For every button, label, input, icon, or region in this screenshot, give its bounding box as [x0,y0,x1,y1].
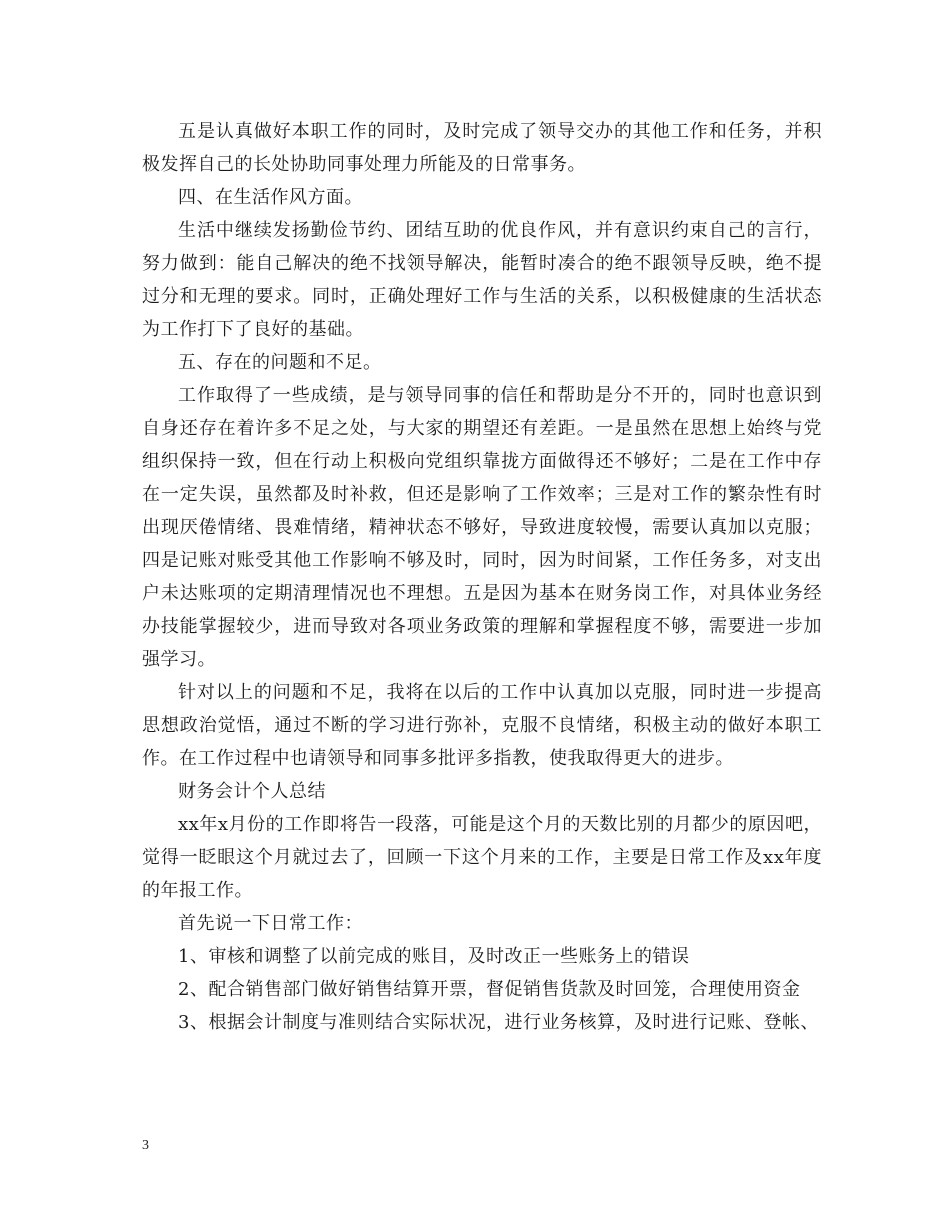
section-title-finance-summary: 财务会计个人总结 [178,781,326,802]
paragraph-improvement: 针对以上的问题和不足，我将在以后的工作中认真加以克服，同时进一步提高思想政治觉悟，通过不断的学习进行弥补，克服不良情绪，积极主动的做好本职工作。在工作过程中也请领导和同事多批评多指教，使我取得更大的进步。 [142,682,822,769]
section-heading-problems: 五、存在的问题和不足。 [178,352,382,373]
paragraph-daily-work-heading: 首先说一下日常工作： [178,913,363,934]
document-body [142,115,822,1039]
section-heading-lifestyle: 四、在生活作风方面。 [178,187,363,208]
paragraph-problems: 工作取得了一些成绩，是与领导同事的信任和帮助是分不开的，同时也意识到自身还存在着许多不足之处，与大家的期望还有差距。一是虽然在思想上始终与党组织保持一致，但在行动上积极向党组织靠拢方面做得还不够好；二是在工作中存在一定失误，虽然都及时补救，但还是影响了工作效率；三是对工作的繁杂性有时出现厌倦情绪、畏难情绪，精神状态不够好，导致进度较慢，需要认真加以克服；四是记账对账受其他工作影响不够及时，同时，因为时间紧，工作任务多，对支出户未达账项的定期清理情况也不理想。五是因为基本在财务岗工作，对具体业务经办技能掌握较少，进而导致对各项业务政策的理解和掌握程度不够，需要进一步加强学习。 [142,385,822,670]
paragraph-lifestyle: 生活中继续发扬勤俭节约、团结互助的优良作风，并有意识约束自己的言行，努力做到：能自己解决的绝不找领导解决，能暂时凑合的绝不跟领导反映，绝不提过分和无理的要求。同时，正确处理好工作与生活的关系，以积极健康的生活状态为工作打下了良好的基础。 [142,220,822,340]
paragraph-duty-five: 五是认真做好本职工作的同时，及时完成了领导交办的其他工作和任务，并积极发挥自己的长处协助同事处理力所能及的日常事务。 [142,121,822,175]
list-item-1: 1、审核和调整了以前完成的账目，及时改正一些账务上的错误 [178,946,690,967]
list-item-2: 2、配合销售部门做好销售结算开票，督促销售货款及时回笼，合理使用资金 [178,979,801,1000]
page-number: 3 [142,1138,149,1153]
paragraph-month-intro: xx年x月份的工作即将告一段落，可能是这个月的天数比别的月都少的原因吧，觉得一眨眼这个月就过去了，回顾一下这个月来的工作，主要是日常工作及xx年度的年报工作。 [142,814,822,901]
list-item-3: 3、根据会计制度与准则结合实际状况，进行业务核算，及时进行记账、登帐、 [178,1012,819,1033]
